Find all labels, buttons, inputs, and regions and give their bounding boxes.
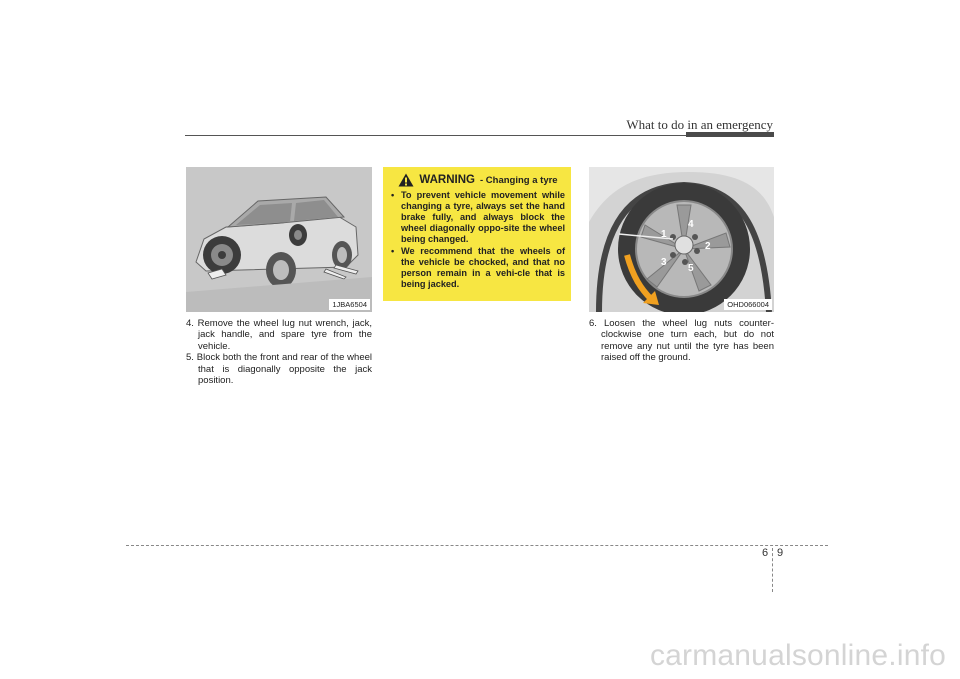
header-rule-accent (686, 132, 774, 137)
nut-number: 2 (705, 241, 711, 252)
warning-title: WARNING (419, 174, 475, 186)
footer-divider (772, 548, 773, 592)
chapter-number: 6 (762, 547, 769, 559)
warning-triangle-icon (398, 173, 414, 187)
steps-right (589, 318, 774, 364)
wheel-lug-nuts-illustration (589, 167, 774, 312)
figure-label: 1JBA6504 (329, 299, 370, 310)
car-spare-tyre-illustration (186, 167, 372, 312)
warning-header (391, 173, 565, 187)
step-4: 4. Remove the wheel lug nut wrench, jack, jack handle, and spare tyre from the vehicle. (186, 318, 372, 352)
warning-box (383, 167, 571, 301)
car-drawing (186, 167, 372, 312)
wheel-drawing (589, 167, 774, 312)
steps-left (186, 318, 372, 386)
bullet-icon: • (391, 190, 395, 200)
step-5: 5. Block both the front and rear of the wheel that is diagonally opposite the jack position. (186, 352, 372, 387)
nut-number: 4 (688, 219, 694, 230)
nut-number: 1 (661, 229, 667, 240)
page-number: 9 (777, 547, 784, 559)
figure-label: OHD066004 (724, 299, 772, 310)
section-title: What to do in an emergency (626, 117, 773, 132)
nut-number: 3 (661, 257, 667, 268)
nut-number: 5 (688, 263, 694, 274)
footer-rule (126, 545, 828, 546)
header-rule (185, 135, 771, 136)
warning-item: • We recommend that the wheels of the vehicle be chocked, and that no person remain in a vehi-cle that is being jacked. (391, 246, 565, 289)
warning-item: • To prevent vehicle movement while changing a tyre, always set the hand brake fully, and always block the wheel diagonally oppo-site the wheel being changed. (391, 190, 565, 244)
bullet-icon: • (391, 246, 395, 256)
step-6: 6. Loosen the wheel lug nuts counter-clockwise one turn each, but do not remove any nut until the tyre has been raised off the ground. (589, 318, 774, 364)
warning-subtitle: - Changing a tyre (480, 174, 558, 186)
warning-list (391, 190, 565, 290)
watermark: carmanualsonline.info (649, 639, 946, 672)
